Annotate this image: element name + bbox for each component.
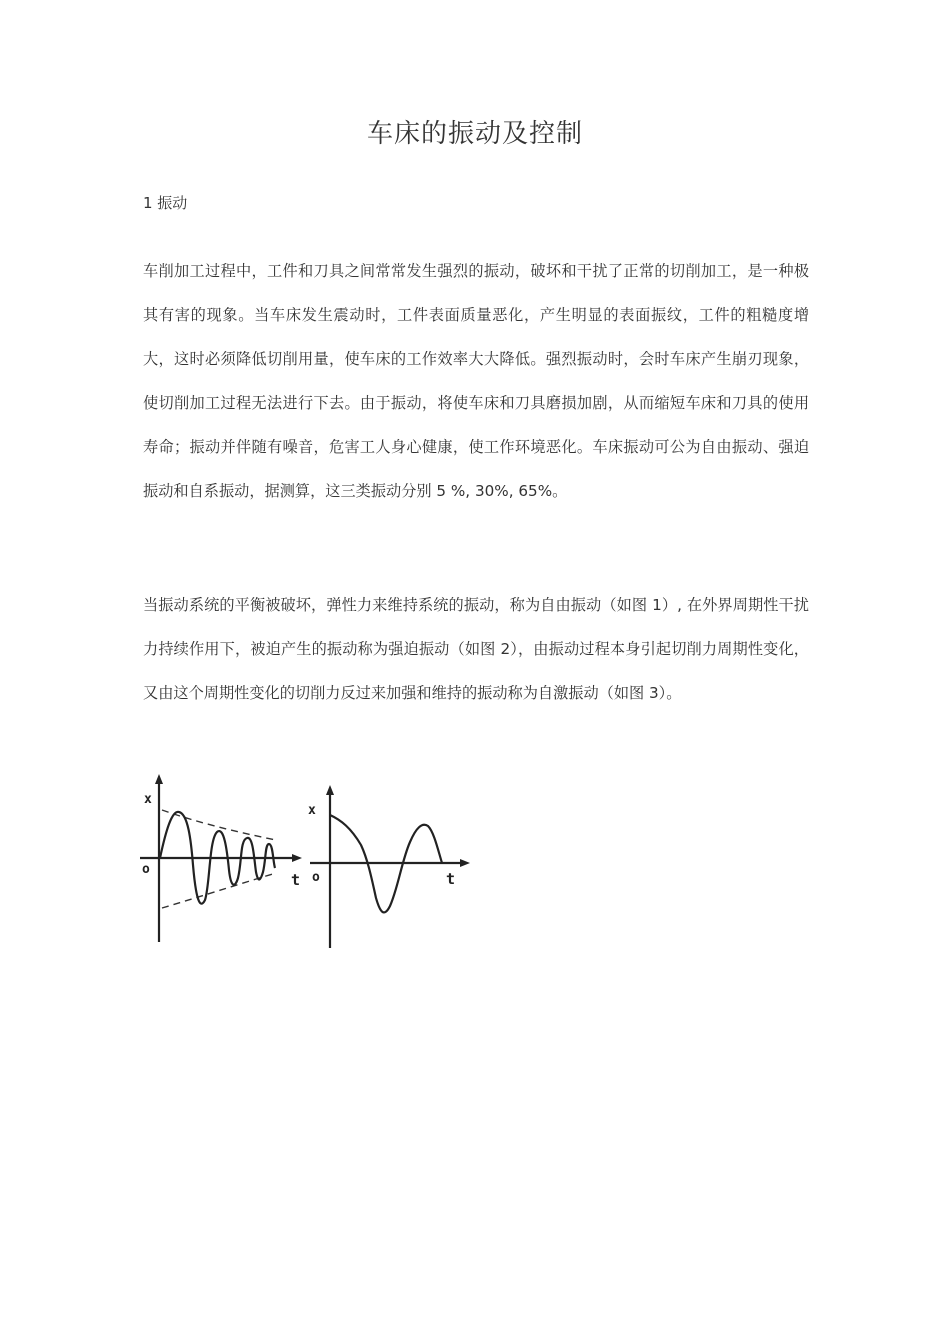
vibration-figures-svg	[136, 770, 481, 955]
fig1-x-arrow	[292, 854, 302, 862]
paragraph-vibration-types: 当振动系统的平衡被破坏，弹性力来维持系统的振动，称为自由振动（如图 1）, 在外界周期性干扰力持续作用下，被迫产生的振动称为强迫振动（如图 2），由振动过程本身引起切削力周期性变化，又由这个周期性变化的切削力反过来加强和维持的振动称为自激振动（如图 3）。	[143, 596, 809, 702]
fig1-y-arrow	[155, 774, 163, 784]
fig2-origin-label: o	[312, 870, 320, 885]
section-heading: 1 振动	[143, 194, 188, 212]
fig1-lower-envelope	[162, 873, 276, 908]
figure-forced-vibration	[308, 785, 470, 948]
page-title: 车床的振动及控制	[366, 119, 583, 149]
fig1-x-label: t	[291, 871, 301, 889]
paragraph-intro: 车削加工过程中，工件和刀具之间常常发生强烈的振动，破坏和干扰了正常的切削加工，是一种极其有害的现象。当车床发生震动时，工件表面质量恶化，产生明显的表面振纹，工件的粗糙度增大，这时必须降低切削用量，使车床的工作效率大大降低。强烈振动时，会时车床产生崩刃现象，使切削加工过程无法进行下去。由于振动，将使车床和刀具磨损加剧，从而缩短车床和刀具的使用寿命；振动并伴随有噪音，危害工人身心健康，使工作环境恶化。车床振动可公为自由振动、强迫振动和自系振动，据测算，这三类振动分别 5 %, 30%, 65%。	[143, 262, 809, 500]
fig1-origin-label: o	[142, 862, 150, 877]
fig1-y-label: x	[144, 792, 152, 807]
fig2-y-arrow	[326, 785, 334, 795]
fig2-x-label: t	[446, 870, 456, 888]
vibration-figures	[136, 770, 481, 955]
fig1-upper-envelope	[162, 810, 276, 840]
figure-free-vibration	[140, 774, 302, 942]
fig2-y-label: x	[308, 803, 316, 818]
fig2-x-arrow	[460, 859, 470, 867]
